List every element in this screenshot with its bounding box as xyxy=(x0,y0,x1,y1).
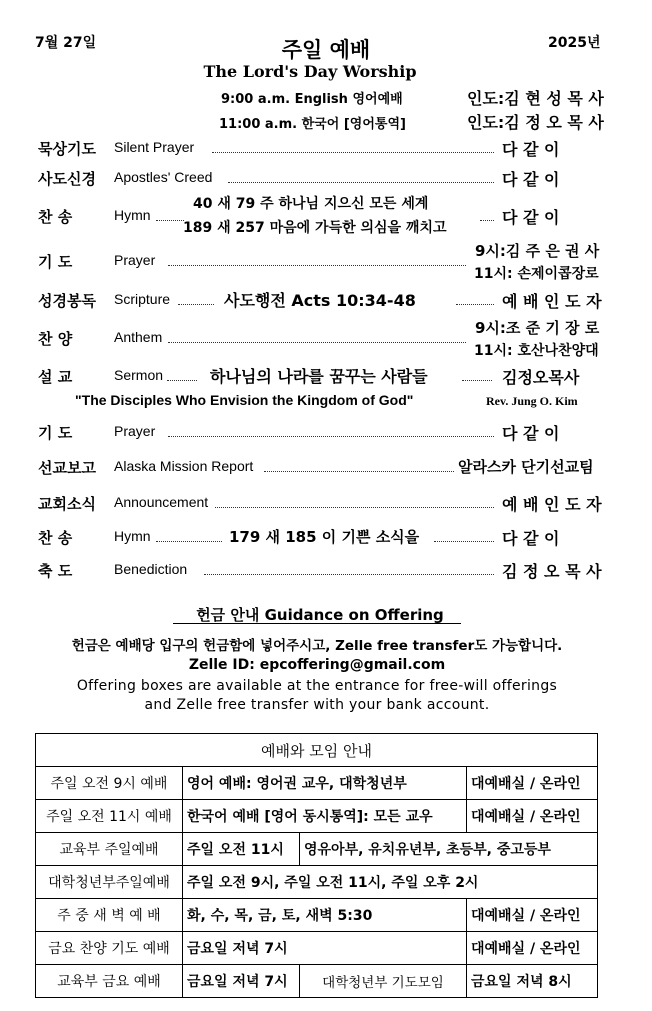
offering-heading-underline xyxy=(173,623,461,624)
row-label: 교육부 주일예배 xyxy=(36,833,183,866)
order-silent-en: Silent Prayer xyxy=(114,139,195,155)
order-hymn2-right: 다 같 이 xyxy=(502,529,560,548)
leader-dots xyxy=(228,182,494,183)
order-hymn1-line2: 189 새 257 마음에 가득한 의심을 깨치고 xyxy=(183,220,447,236)
row-time: 주일 오전 11시 xyxy=(183,833,300,866)
leader-dots xyxy=(462,380,492,381)
order-announce-right: 예 배 인 도 자 xyxy=(502,495,602,514)
order-scripture-right: 예 배 인 도 자 xyxy=(502,292,602,311)
offering-heading: 헌금 안내 Guidance on Offering xyxy=(196,606,444,624)
leader-dots xyxy=(212,152,494,153)
order-scripture-en: Scripture xyxy=(114,291,171,307)
order-benediction-en: Benediction xyxy=(114,561,188,577)
row-mode: 대예배실 / 온라인 xyxy=(467,932,598,965)
offering-zelle-id: Zelle ID: epcoffering@gmail.com xyxy=(188,657,446,673)
row-label: 주일 오전 11시 예배 xyxy=(36,800,183,833)
order-hymn1-right: 다 같 이 xyxy=(502,208,560,227)
table-row xyxy=(36,899,598,932)
offering-english-line2: and Zelle free transfer with your bank account. xyxy=(144,697,490,713)
row-label: 대학청년부주일예배 xyxy=(36,866,183,899)
leader-dots xyxy=(204,574,494,575)
table-row xyxy=(36,932,598,965)
leader-dots xyxy=(168,342,466,343)
order-hymn1-en: Hymn xyxy=(114,207,151,223)
order-hymn2-kr: 찬 송 xyxy=(38,529,73,547)
order-scripture-center: 사도행전 Acts 10:34-48 xyxy=(224,291,416,310)
bulletin-year: 2025년 xyxy=(548,35,601,51)
row-label: 주 중 새 벽 예 배 xyxy=(36,899,183,932)
order-creed-right: 다 같 이 xyxy=(502,170,560,189)
order-hymn2-center: 179 새 185 이 기쁜 소식을 xyxy=(229,528,420,546)
leader-dots xyxy=(156,541,222,542)
leader-dots xyxy=(215,507,494,508)
leader-dots xyxy=(434,541,494,542)
order-silent-kr: 묵상기도 xyxy=(38,140,96,158)
order-hymn1-line1: 40 새 79 주 하나님 지으신 모든 세계 xyxy=(193,196,429,212)
order-sermon-en: Sermon xyxy=(114,367,164,383)
order-anthem-right1: 9시:조 준 기 장 로 xyxy=(475,319,600,337)
offering-korean-text: 헌금은 예배당 입구의 헌금함에 넣어주시고, Zelle free transfer도 가능합니다. xyxy=(71,638,563,654)
leader-dots xyxy=(264,471,454,472)
order-anthem-right2: 11시: 호산나찬양대 xyxy=(474,343,599,359)
row-mode: 대예배실 / 온라인 xyxy=(467,767,598,800)
leader-dots xyxy=(168,436,494,437)
table-title: 예배와 모임 안내 xyxy=(36,734,598,767)
order-prayer1-en: Prayer xyxy=(114,252,156,268)
schedule-table xyxy=(35,733,598,998)
order-anthem-en: Anthem xyxy=(114,329,163,345)
leader-dots xyxy=(167,380,197,381)
service-time-9am: 9:00 a.m. English 영어예배 xyxy=(221,92,403,107)
row-label-2: 대학청년부 기도모임 xyxy=(300,965,467,998)
order-benediction-kr: 축 도 xyxy=(38,562,73,580)
order-prayer1-kr: 기 도 xyxy=(38,253,73,271)
leader-dots xyxy=(480,220,494,221)
table-row xyxy=(36,965,598,998)
order-anthem-kr: 찬 양 xyxy=(38,330,73,348)
order-hymn2-en: Hymn xyxy=(114,528,151,544)
order-benediction-right: 김 정 오 목 사 xyxy=(502,562,602,581)
row-time-2: 금요일 저녁 8시 xyxy=(467,965,598,998)
offering-english-line1: Offering boxes are available at the entrance for free-will offerings xyxy=(76,678,558,694)
table-row xyxy=(36,866,598,899)
service-time-11am: 11:00 a.m. 한국어 [영어통역] xyxy=(219,117,406,132)
row-label: 교육부 금요 예배 xyxy=(36,965,183,998)
leader-dots xyxy=(178,304,214,305)
order-hymn1-kr: 찬 송 xyxy=(38,208,73,226)
order-mission-kr: 선교보고 xyxy=(38,459,96,477)
service-leader-9am: 인도:김 현 성 목 사 xyxy=(467,89,604,108)
order-prayer2-kr: 기 도 xyxy=(38,424,73,442)
leader-dots xyxy=(156,220,184,221)
order-prayer2-en: Prayer xyxy=(114,423,156,439)
sermon-english-title: "The Disciples Who Envision the Kingdom of God" xyxy=(75,392,414,408)
order-sermon-right: 김정오목사 xyxy=(502,368,580,387)
order-silent-right: 다 같 이 xyxy=(502,140,560,159)
row-desc: 한국어 예배 [영어 동시통역]: 모든 교우 xyxy=(183,800,467,833)
row-label: 주일 오전 9시 예배 xyxy=(36,767,183,800)
bulletin-date: 7월 27일 xyxy=(35,35,97,51)
order-creed-en: Apostles' Creed xyxy=(114,169,213,185)
order-scripture-kr: 성경봉독 xyxy=(38,292,96,310)
order-creed-kr: 사도신경 xyxy=(38,170,96,188)
row-groups: 영유아부, 유치유년부, 초등부, 중고등부 xyxy=(300,833,598,866)
table-row xyxy=(36,800,598,833)
order-mission-right: 알라스카 단기선교팀 xyxy=(458,458,594,476)
row-mode: 대예배실 / 온라인 xyxy=(467,800,598,833)
leader-dots xyxy=(456,304,494,305)
order-announce-kr: 교회소식 xyxy=(38,495,96,513)
order-prayer1-right1: 9시:김 주 은 권 사 xyxy=(475,242,600,260)
order-sermon-kr: 설 교 xyxy=(38,368,73,386)
row-desc: 영어 예배: 영어권 교우, 대학청년부 xyxy=(183,767,467,800)
order-sermon-center: 하나님의 나라를 꿈꾸는 사람들 xyxy=(210,367,428,386)
row-time: 금요일 저녁 7시 xyxy=(183,965,300,998)
row-label: 금요 찬양 기도 예배 xyxy=(36,932,183,965)
service-leader-11am: 인도:김 정 오 목 사 xyxy=(467,113,604,132)
page-title: 주일 예배 xyxy=(281,38,371,62)
sermon-english-preacher: Rev. Jung O. Kim xyxy=(486,394,578,408)
row-desc: 금요일 저녁 7시 xyxy=(183,932,467,965)
row-mode: 대예배실 / 온라인 xyxy=(467,899,598,932)
row-desc: 화, 수, 목, 금, 토, 새벽 5:30 xyxy=(183,899,467,932)
table-header-row xyxy=(36,734,598,767)
order-prayer1-right2: 11시: 손제이콥장로 xyxy=(474,266,599,282)
order-announce-en: Announcement xyxy=(114,494,209,510)
table-row xyxy=(36,833,598,866)
row-desc: 주일 오전 9시, 주일 오전 11시, 주일 오후 2시 xyxy=(183,866,598,899)
page-subtitle: The Lord's Day Worship xyxy=(203,62,417,81)
order-mission-en: Alaska Mission Report xyxy=(114,458,254,474)
order-prayer2-right: 다 같 이 xyxy=(502,424,560,443)
leader-dots xyxy=(168,265,466,266)
table-row xyxy=(36,767,598,800)
